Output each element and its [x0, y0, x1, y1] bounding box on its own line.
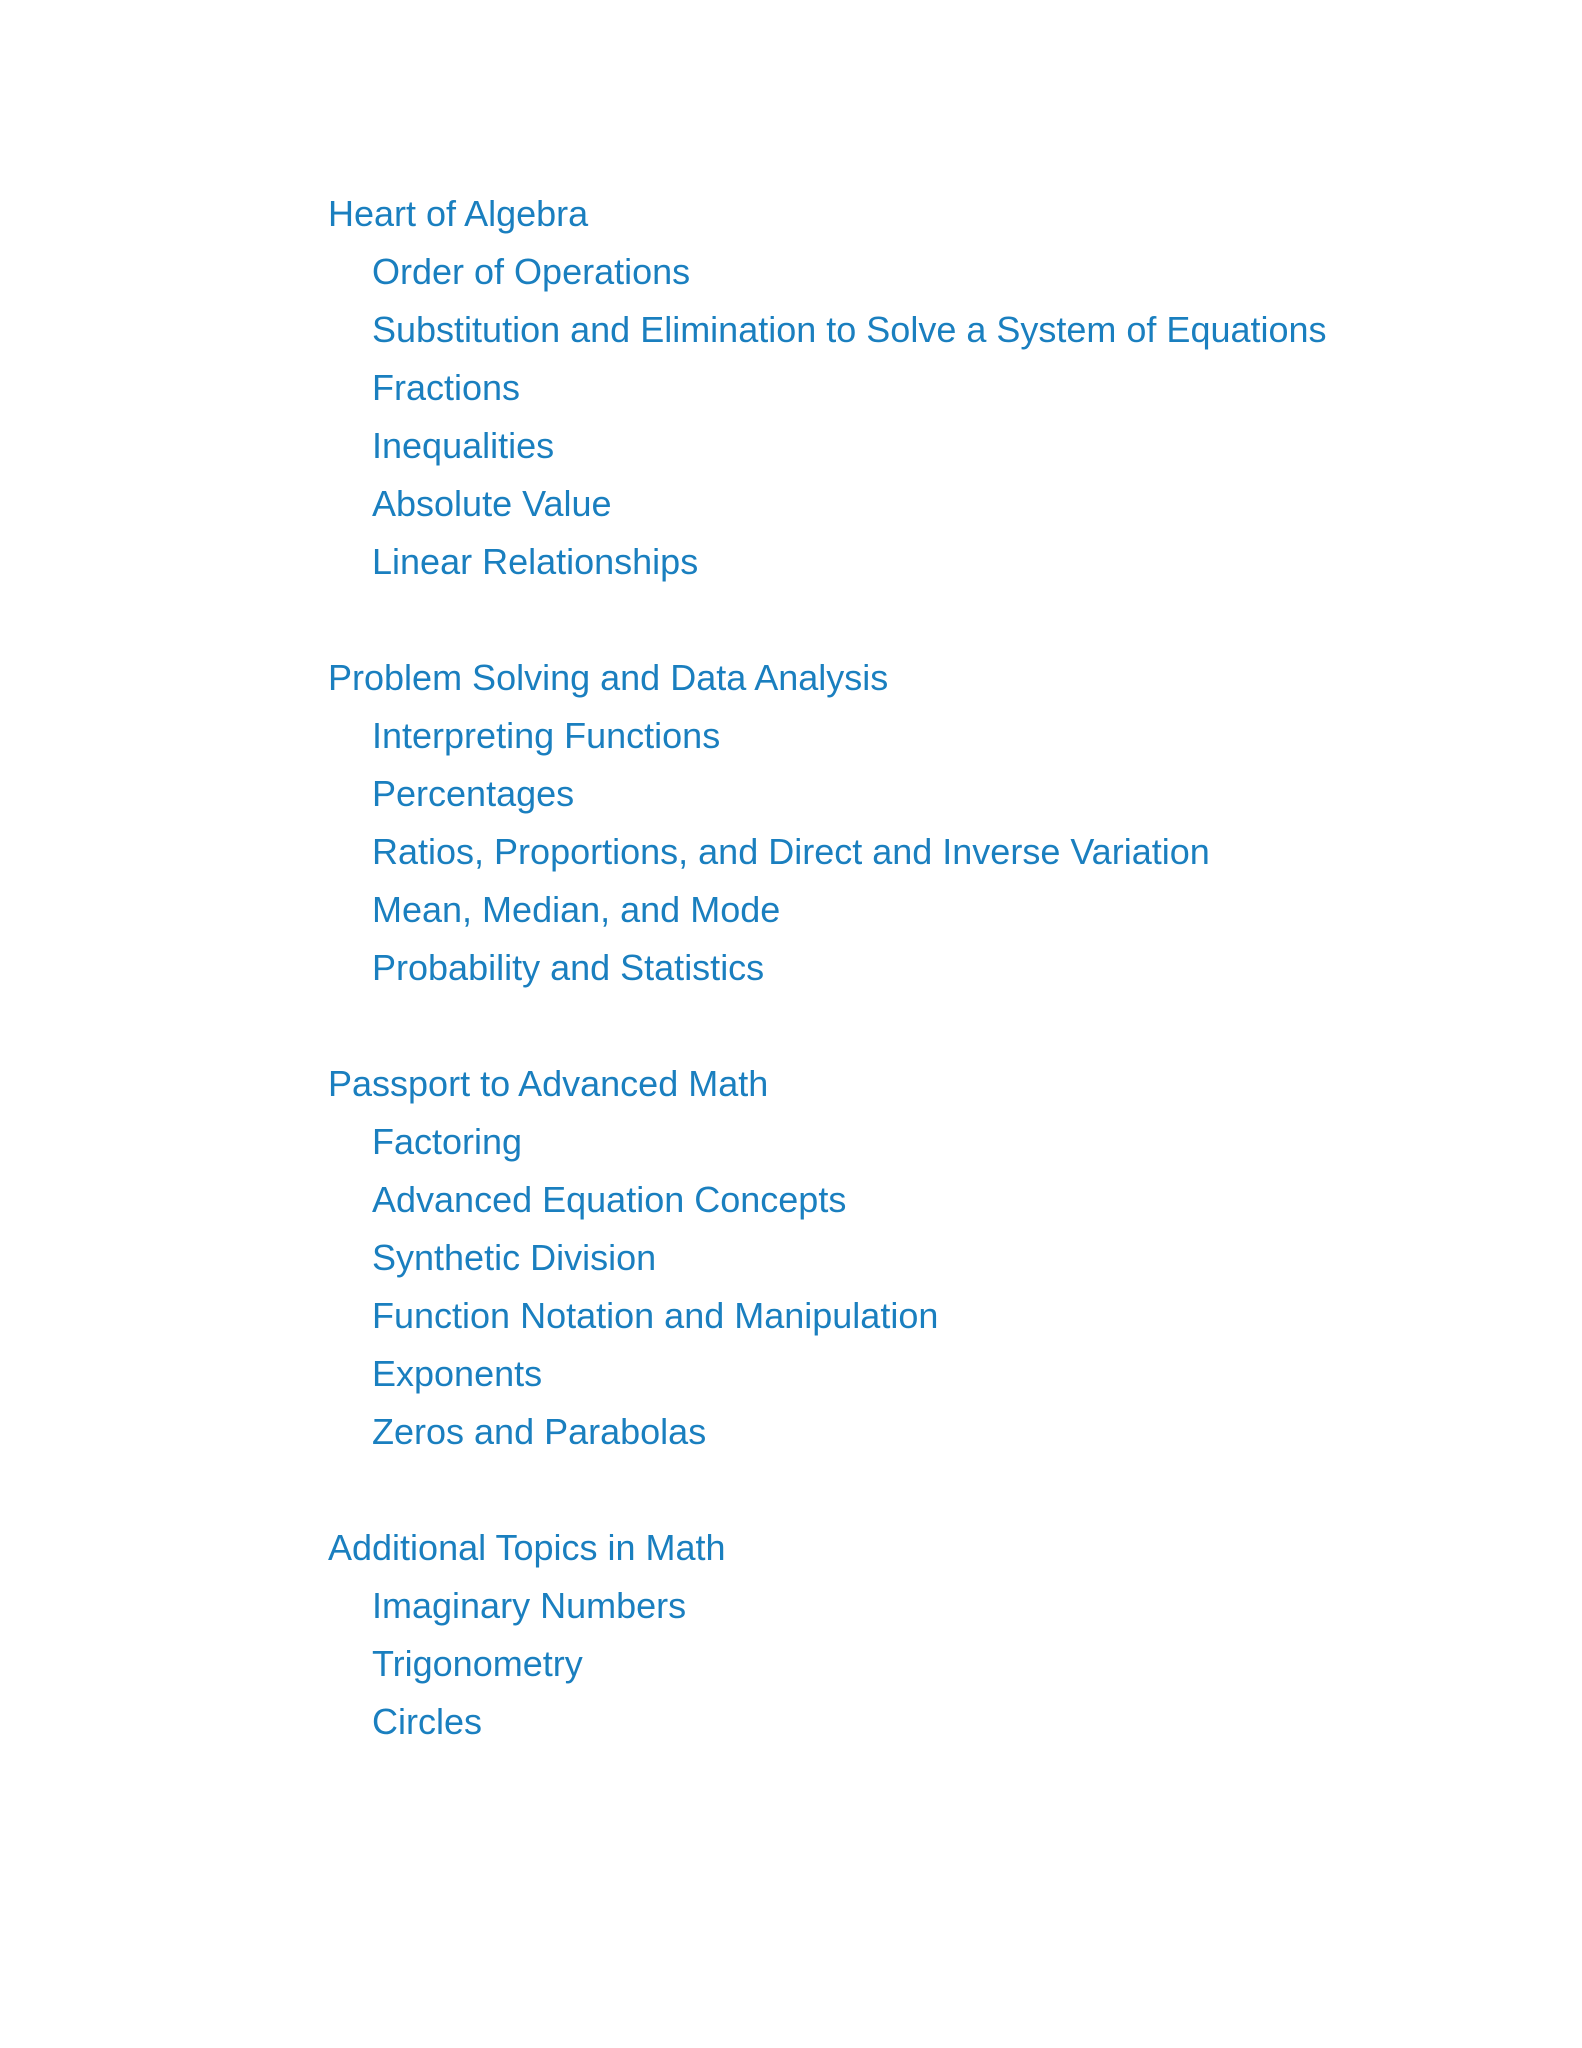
section-title[interactable]: Problem Solving and Data Analysis — [328, 657, 889, 698]
topic-link[interactable]: Imaginary Numbers — [372, 1585, 687, 1626]
topic-link[interactable]: Advanced Equation Concepts — [372, 1179, 847, 1220]
topic-link[interactable]: Interpreting Functions — [372, 715, 721, 756]
topic-link[interactable]: Factoring — [372, 1121, 523, 1162]
topic-link[interactable]: Mean, Median, and Mode — [372, 889, 781, 930]
topic-link[interactable]: Zeros and Parabolas — [372, 1411, 707, 1452]
topic-link[interactable]: Function Notation and Manipulation — [372, 1295, 939, 1336]
topic-link[interactable]: Percentages — [372, 773, 575, 814]
topic-link[interactable]: Ratios, Proportions, and Direct and Inverse Variation — [372, 831, 1210, 872]
topic-link[interactable]: Trigonometry — [372, 1643, 583, 1684]
section-title[interactable]: Heart of Algebra — [328, 193, 589, 234]
topic-link[interactable]: Circles — [372, 1701, 483, 1742]
section-title[interactable]: Additional Topics in Math — [328, 1527, 726, 1568]
section-title[interactable]: Passport to Advanced Math — [328, 1063, 769, 1104]
topic-link[interactable]: Fractions — [372, 367, 521, 408]
topic-link[interactable]: Inequalities — [372, 425, 555, 466]
topic-link[interactable]: Probability and Statistics — [372, 947, 765, 988]
topic-link[interactable]: Synthetic Division — [372, 1237, 657, 1278]
topic-link[interactable]: Linear Relationships — [372, 541, 699, 582]
topic-link[interactable]: Substitution and Elimination to Solve a System of Equations — [372, 309, 1327, 350]
topic-link[interactable]: Order of Operations — [372, 251, 691, 292]
topic-link[interactable]: Exponents — [372, 1353, 543, 1394]
topic-link[interactable]: Absolute Value — [372, 483, 612, 524]
